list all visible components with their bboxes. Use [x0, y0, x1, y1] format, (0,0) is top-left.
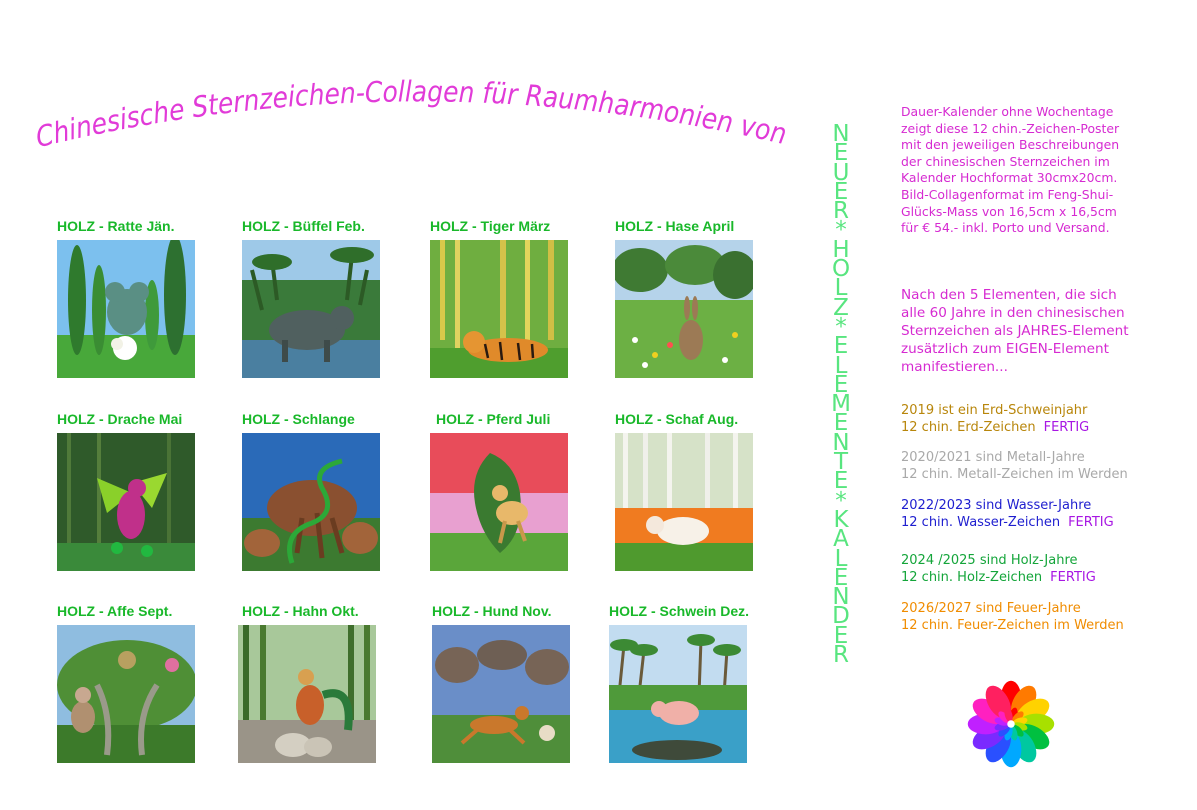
vertical-letter: N — [832, 584, 850, 611]
tile-caption: HOLZ - Schlange — [242, 411, 355, 427]
elements-line: alle 60 Jahre in den chinesischen — [901, 305, 1125, 321]
calendar-description — [901, 104, 1171, 237]
flower-icon — [964, 677, 1058, 771]
info-line: der chinesischen Sternzeichen im — [901, 153, 1110, 169]
status-badge: FERTIG — [1043, 420, 1090, 435]
sheep-collage[interactable] — [615, 433, 753, 571]
status-badge: FERTIG — [1050, 570, 1096, 585]
rainbow-flower-logo — [964, 677, 1058, 771]
vertical-letter: M — [831, 391, 851, 418]
vertical-letter: L — [834, 545, 848, 572]
vertical-letter: R — [833, 642, 849, 669]
year-note-title: 2020/2021 sind Metall-Jahre — [901, 450, 1085, 465]
info-line: Glücks-Mass von 16,5cm x 16,5cm — [901, 203, 1117, 219]
tile-monkey[interactable] — [57, 603, 252, 763]
tile-rat[interactable] — [57, 218, 252, 378]
info-line: für € 54.- inkl. Porto und Versand. — [901, 220, 1110, 236]
vertical-letter: H — [832, 236, 850, 263]
rat-collage[interactable] — [57, 240, 195, 378]
year-note-detail-text: 12 chin. Erd-Zeichen — [901, 420, 1036, 435]
vertical-letter: * — [835, 217, 847, 244]
elements-line: zusätzlich zum EIGEN-Element — [901, 341, 1109, 357]
tile-dragon[interactable] — [57, 411, 252, 571]
buffalo-collage[interactable] — [242, 240, 380, 378]
vertical-letter: K — [833, 506, 849, 533]
dog-collage[interactable] — [432, 625, 570, 763]
status-badge: FERTIG — [1068, 515, 1114, 530]
tile-buffalo[interactable] — [242, 218, 437, 378]
tiger-collage[interactable] — [430, 240, 568, 378]
vertical-letter: R — [833, 198, 849, 225]
year-note — [901, 600, 1171, 634]
dragon-collage[interactable] — [57, 433, 195, 571]
vertical-letter: E — [833, 468, 849, 495]
pig-collage[interactable] — [609, 625, 747, 763]
year-note — [901, 402, 1171, 436]
elements-line: Nach den 5 Elementen, die sich — [901, 287, 1117, 303]
info-line: zeigt diese 12 chin.-Zeichen-Poster — [901, 120, 1120, 136]
tile-dog[interactable] — [432, 603, 627, 763]
vertical-letter: N — [832, 429, 850, 456]
tile-caption: HOLZ - Drache Mai — [57, 411, 183, 427]
tile-tiger[interactable] — [430, 218, 625, 378]
vertical-letter: D — [832, 603, 850, 630]
tile-caption: HOLZ - Hahn Okt. — [242, 603, 359, 619]
headline-text — [26, 34, 789, 154]
year-note — [901, 497, 1171, 531]
year-note-title: 2022/2023 sind Wasser-Jahre — [901, 498, 1092, 513]
tile-sheep[interactable] — [615, 411, 810, 571]
tile-snake[interactable] — [242, 411, 437, 571]
info-line: Dauer-Kalender ohne Wochentage — [901, 104, 1114, 119]
year-note-title: 2026/2027 sind Feuer-Jahre — [901, 601, 1081, 616]
tile-caption: HOLZ - Schaf Aug. — [615, 411, 739, 427]
vertical-letter: E — [833, 333, 849, 360]
tile-caption: HOLZ - Hund Nov. — [432, 603, 552, 619]
headline-textpath: Chinesische Sternzeichen-Collagen für Raumharmonien von eveline@lucia.at — [25, 34, 789, 155]
tile-caption: HOLZ - Ratte Jän. — [57, 218, 175, 234]
rooster-collage[interactable] — [238, 625, 376, 763]
vertical-letter: E — [833, 622, 849, 649]
elements-line: Sternzeichen als JAHRES-Element — [901, 323, 1129, 339]
info-line: Kalender Hochformat 30cmx20cm. — [901, 170, 1118, 186]
year-note-detail-text: 12 chin. Wasser-Zeichen — [901, 515, 1061, 530]
flower-center — [1007, 720, 1015, 728]
page-headline — [25, 34, 798, 155]
tile-caption: HOLZ - Affe Sept. — [57, 603, 173, 619]
vertical-letter: * — [835, 487, 847, 514]
year-note-detail — [901, 514, 1171, 531]
vertical-letter: U — [832, 159, 850, 186]
vertical-letter: E — [833, 564, 849, 591]
tile-caption: HOLZ - Büffel Feb. — [242, 218, 365, 234]
year-note-title: 2024 /2025 sind Holz-Jahre — [901, 553, 1078, 568]
year-note-detail-text: 12 chin. Feuer-Zeichen im Werden — [901, 618, 1124, 633]
tile-hare[interactable] — [615, 218, 810, 378]
vertical-letter: E — [833, 178, 849, 205]
tile-pig[interactable] — [609, 603, 804, 763]
tile-rooster[interactable] — [238, 603, 433, 763]
year-note-detail-text: 12 chin. Metall-Zeichen im Werden — [901, 467, 1128, 482]
info-line: Bild-Collagenformat im Feng-Shui- — [901, 186, 1114, 202]
year-note-title: 2019 ist ein Erd-Schweinjahr — [901, 403, 1088, 418]
year-note — [901, 449, 1171, 483]
tile-caption: HOLZ - Hase April — [615, 218, 735, 234]
vertical-letter: E — [833, 140, 849, 167]
year-note — [901, 552, 1171, 586]
tile-horse[interactable] — [430, 411, 625, 571]
vertical-title — [826, 121, 856, 669]
vertical-letter: A — [833, 526, 849, 553]
snake-collage[interactable] — [242, 433, 380, 571]
year-note-detail — [901, 617, 1171, 634]
info-line: mit den jeweiligen Beschreibungen — [901, 137, 1120, 153]
tile-caption: HOLZ - Schwein Dez. — [609, 603, 750, 619]
vertical-letter: E — [833, 371, 849, 398]
vertical-letter: O — [831, 256, 851, 283]
vertical-letter: T — [833, 449, 849, 476]
vertical-letter: * — [835, 313, 847, 340]
tile-caption: HOLZ - Tiger März — [430, 218, 551, 234]
headline-svg — [25, 34, 798, 155]
horse-collage[interactable] — [430, 433, 568, 571]
elements-description — [901, 286, 1171, 376]
vertical-letter: L — [834, 352, 848, 379]
vertical-letter: L — [834, 275, 848, 302]
tile-caption: HOLZ - Pferd Juli — [436, 411, 551, 427]
hare-collage[interactable] — [615, 240, 753, 378]
year-note-detail-text: 12 chin. Holz-Zeichen — [901, 570, 1043, 585]
vertical-letter: E — [833, 410, 849, 437]
year-note-detail — [901, 569, 1171, 586]
year-note-detail — [901, 466, 1171, 483]
year-note-detail — [901, 419, 1171, 436]
vertical-letter: N — [832, 121, 850, 147]
elements-line: manifestieren... — [901, 359, 1008, 375]
monkey-collage[interactable] — [57, 625, 195, 763]
vertical-letter: Z — [833, 294, 849, 321]
